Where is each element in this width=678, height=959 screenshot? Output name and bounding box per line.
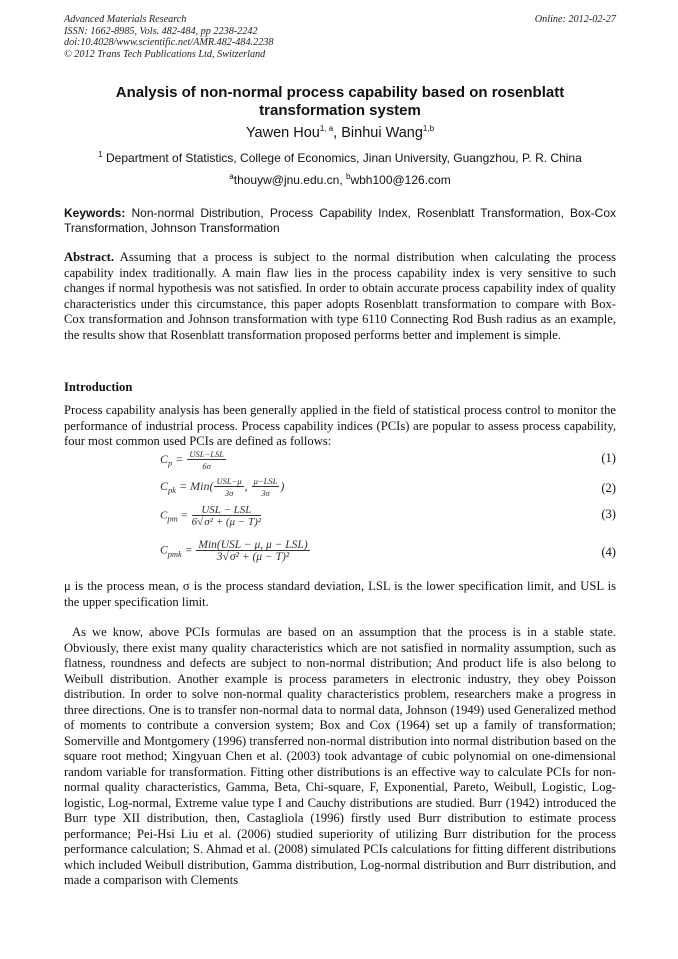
eq3-numerator: USL − LSL [192, 505, 261, 516]
eq3-den-pre: 6 [191, 516, 198, 528]
authors [64, 124, 616, 141]
eq4-equals: = [181, 544, 196, 557]
eq3-fraction: $\frac{\text{USL − LSL}}{\text{6√σ² + (μ − T)²}}$ [191, 504, 262, 528]
keywords-text: Non-normal Distribution, Process Capability Index, Rosenblatt Transformation, Box-Cox Transformation, Johnson Transformation [64, 206, 616, 235]
online-date: Online: 2012-02-27 [534, 14, 616, 25]
abstract [64, 250, 616, 343]
eq2-numerator-1: USL−μ [216, 476, 242, 486]
eq2-denominator-2: 3σ [261, 488, 270, 498]
journal-name: Advanced Materials Research [64, 14, 187, 25]
intro-paragraph-2: μ is the process mean, σ is the process standard deviation, LSL is the lower specification limit, and USL is the upper specification limit. [64, 579, 616, 609]
keywords [64, 206, 616, 236]
abstract-label: Abstract. [64, 250, 115, 264]
equation-2 [160, 476, 284, 498]
eq1-equals: = [172, 451, 187, 466]
equation-3-number: (3) [601, 507, 616, 521]
equation-1 [160, 449, 227, 471]
eq2-denominator-1: 3σ [224, 488, 234, 498]
author-2: Binhui Wang [341, 124, 423, 141]
affiliation [64, 150, 616, 165]
eq4-lhs: C [160, 544, 168, 557]
eq2-fraction-1 [214, 476, 243, 498]
paper-title: Analysis of non-normal process capability based on rosenblatt transformation system [115, 84, 565, 119]
eq3-lhs-sub: pm [167, 513, 178, 524]
intro-paragraph-1: Process capability analysis has been generally applied in the field of statistical process control to monitor the performance of industrial process. Process capability indices (PCIs) are popular to assess process capability, four most common used PCIs are defined as follows: [64, 403, 616, 448]
eq1-denominator: 6σ [202, 461, 211, 471]
eq2-sep: , [244, 478, 251, 493]
eq1-numerator: USL−LSL [189, 449, 224, 459]
eq2-lhs-sub: pk [168, 485, 177, 496]
author-1-sup: 1, a [319, 124, 334, 133]
affiliation-text: Department of Statistics, College of Economics, Jinan University, Guangzhou, P. R. China [106, 151, 582, 165]
abstract-text: Assuming that a process is subject to the normal distribution when calculating the process capability index traditionally. A main flaw lies in the process capability index is very sensitive to such changes if normal hypothesis was not satisfied. In order to obtain accurate process capability index of quality characteristics under this circumstance, this paper adopts Rosenblatt transformation to compare with Box-Cox transformation and Johnson transformation with type 6110 Connecting Rod Bush radius as an example, the results show that Rosenblatt transformation proposed performs better and implement is simple. [64, 250, 616, 342]
eq1-fraction [187, 449, 226, 471]
author-separator: , [333, 124, 342, 141]
eq2-close: ) [280, 478, 285, 493]
equation-2-number: (2) [601, 481, 616, 495]
eq2-lhs: C [160, 478, 169, 493]
eq3-equals: = [177, 509, 191, 522]
eq4-numerator: Min(USL − μ, μ − LSL) [198, 539, 308, 551]
eq4-lhs-sub: pmk [167, 548, 182, 559]
affiliation-sup: 1 [98, 150, 103, 159]
eq1-lhs: C [160, 451, 169, 466]
email-b-sup: b [346, 172, 351, 181]
copyright-line: © 2012 Trans Tech Publications Ltd, Switzerland [64, 48, 266, 60]
equation-1-number: (1) [601, 451, 616, 465]
equation-4-number: (4) [601, 545, 616, 559]
eq4-fraction: $\frac{\text{Min(USL − μ, μ − LSL)}}{\text{3√σ² + (μ − T)²}}$ [198, 539, 308, 563]
eq3-lhs: C [160, 509, 168, 522]
eq2-numerator-2: μ−LSL [253, 476, 278, 486]
eq2-equals: = [176, 478, 191, 493]
equation-3 [160, 505, 262, 527]
issn-line: ISSN: 1662-8985, Vols. 482-484, pp 2238-2242 [64, 25, 258, 37]
eq2-fn: Min( [190, 478, 214, 493]
eq3-den-radicand: σ² + (μ − T)² [204, 516, 262, 528]
doi-line: doi:10.4028/www.scientific.net/AMR.482-484.2238 [64, 37, 274, 49]
section-heading-introduction: Introduction [64, 380, 133, 394]
email-b[interactable]: wbh100@126.com [350, 173, 451, 187]
eq4-den-pre: 3 [216, 551, 223, 563]
keywords-label: Keywords: [64, 206, 126, 220]
intro-paragraph-3: As we know, above PCIs formulas are based on an assumption that the process is in a stable state. Obviously, there exist many quality characteristics which are not satisfied in normality assumption, such as flatness, roundness and defects are subject to non-normal distribution; And product life is also belong to Weibull distribution. Another example is process parameters in electronic industry, they obey Poisson distribution. In order to solve non-normal quality characteristics problem, researchers make a progress in three directions. One is to transfer non-normal data to normal data, Johnson (1949) used Generalized method of moments to contribute a conversion system; Box and Cox (1964) set up a family of transformation; Somerville and Montgomery (1996) transferred non-normal distribution into normal distribution based on the square root method; Xingyuan Chen et al. (2003) took advantage of cubic polynomial on one-dimensional random variable for transformation. Fitting other distributions is an effective way to calculate PCIs for non-normal quality characteristics, Gamma, Beta, Chi-square, F, Exponential, Pareto, Weibull, Logistic, Log-logistic, Log-normal, Extreme value type I and Cauchy distributions are studied. Burr (1942) introduced the Burr type XII distribution, then, Castagliola (1996) firstly used Burr distribution to estimate process performance; Pei-Hsi Liu et al. (2006) studied superiority of utilizing Burr distribution for the process performance calculation; S. Ahmad et al. (2008) simulated PCIs calculations for fitting different distributions which included Weibull distribution, Gamma distribution, Log-normal distribution and Burr distribution, and made a comparison with Clements [64, 625, 616, 887]
eq2-fraction-2 [252, 476, 280, 498]
equation-4 [160, 540, 311, 562]
author-1: Yawen Hou [245, 124, 320, 141]
eq1-lhs-sub: p [168, 458, 173, 469]
author-2-sup: 1,b [422, 124, 435, 133]
emails [64, 172, 616, 187]
journal-header [64, 14, 616, 60]
email-a[interactable]: thouyw@jnu.edu.cn, [233, 173, 346, 187]
email-a-sup: a [229, 172, 234, 181]
eq4-den-radicand: σ² + (μ − T)² [229, 551, 290, 563]
